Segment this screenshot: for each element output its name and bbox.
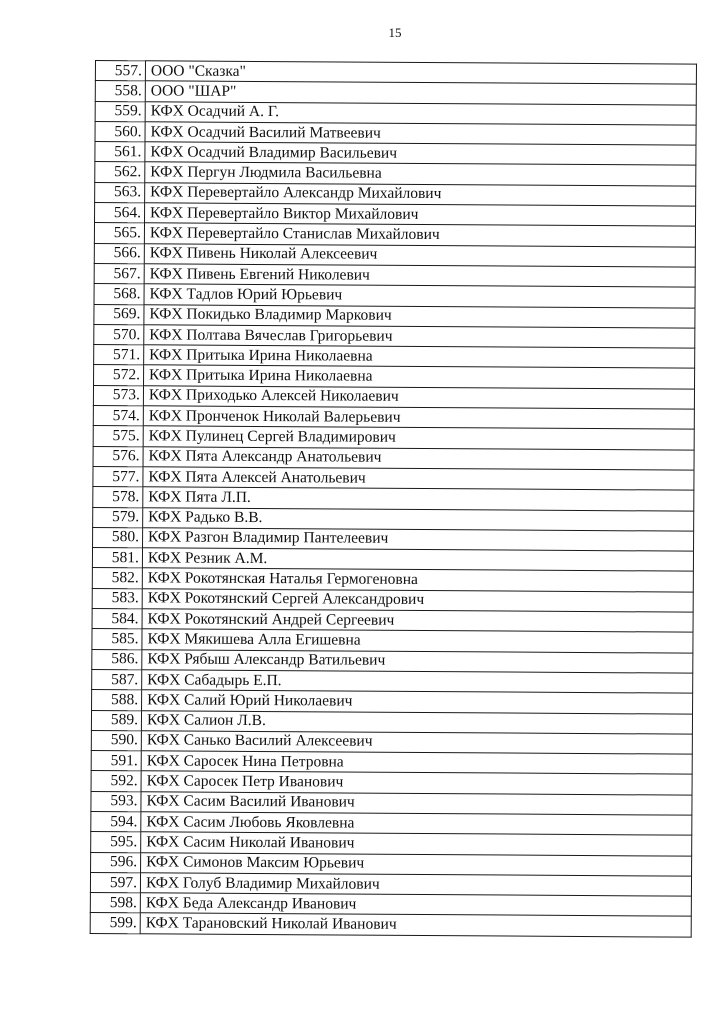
entity-name: КФХ Мякишева Алла Егишевна [142, 629, 693, 653]
row-number: 586. [92, 649, 142, 670]
entity-name: КФХ Разгон Владимир Пантелеевич [143, 528, 694, 552]
row-number: 583. [92, 588, 142, 609]
entity-name: КФХ Осадчий Владимир Васильевич [145, 142, 696, 166]
entity-name: КФХ Перевертайло Станислав Михайлович [144, 223, 695, 247]
entity-name: КФХ Пулинец Сергей Владимирович [143, 426, 694, 450]
row-number: 563. [95, 182, 145, 203]
entity-name: КФХ Сабадырь Е.П. [142, 670, 693, 694]
row-number: 592. [91, 771, 141, 792]
registry-table [90, 60, 697, 937]
row-number: 581. [92, 548, 142, 569]
entity-name: КФХ Перевертайло Виктор Михайлович [145, 203, 696, 227]
entity-name: КФХ Саросек Петр Иванович [141, 771, 692, 795]
row-number: 565. [94, 223, 144, 244]
row-number: 562. [95, 162, 145, 183]
row-number: 561. [95, 142, 145, 163]
entity-name: КФХ Рокотянский Сергей Александрович [142, 589, 693, 613]
entity-name: КФХ Сасим Николай Иванович [141, 832, 692, 856]
entity-name: КФХ Пергун Людмила Васильевна [145, 162, 696, 186]
row-number: 577. [93, 466, 143, 487]
entity-name: КФХ Голуб Владимир Михайлович [140, 873, 691, 897]
row-number: 574. [93, 406, 143, 427]
entity-name: КФХ Санько Василий Алексеевич [141, 731, 692, 755]
entity-name: КФХ Осадчий А. Г. [145, 101, 696, 125]
row-number: 568. [94, 284, 144, 305]
entity-name: КФХ Покидько Владимир Маркович [144, 304, 695, 328]
row-number: 569. [94, 304, 144, 325]
row-number: 588. [92, 690, 142, 711]
row-number: 598. [90, 893, 140, 914]
entity-name: КФХ Притыка Ирина Николаевна [144, 345, 695, 369]
row-number: 597. [90, 872, 140, 893]
entity-name: КФХ Салий Юрий Николаевич [142, 690, 693, 714]
row-number: 594. [91, 811, 141, 832]
entity-name: КФХ Полтава Вячеслав Григорьевич [144, 325, 695, 349]
entity-name: ООО "Сказка" [145, 61, 696, 85]
entity-name: КФХ Резник А.М. [142, 548, 693, 572]
registry-table-body [90, 61, 696, 937]
entity-name: КФХ Радько В.В. [143, 507, 694, 531]
row-number: 584. [92, 609, 142, 630]
entity-name: КФХ Перевертайло Александр Михайлович [145, 183, 696, 207]
entity-name: КФХ Рябыш Александр Ватильевич [142, 649, 693, 673]
row-number: 570. [94, 324, 144, 345]
entity-name: КФХ Саросек Нина Петровна [141, 751, 692, 775]
row-number: 558. [95, 81, 145, 102]
entity-name: КФХ Пята Александр Анатольевич [143, 446, 694, 470]
row-number: 580. [93, 527, 143, 548]
row-number: 564. [95, 203, 145, 224]
entity-name: КФХ Рокотянская Наталья Гермогеновна [142, 568, 693, 592]
row-number: 585. [92, 629, 142, 650]
entity-name: КФХ Пронченок Николай Валерьевич [143, 406, 694, 430]
row-number: 579. [93, 507, 143, 528]
row-number: 557. [95, 61, 145, 82]
row-number: 560. [95, 121, 145, 142]
row-number: 571. [94, 345, 144, 366]
entity-name: КФХ Беда Александр Иванович [140, 893, 691, 917]
entity-name: КФХ Тарановский Николай Иванович [140, 913, 691, 937]
row-number: 591. [91, 751, 141, 772]
row-number: 595. [91, 832, 141, 853]
entity-name: КФХ Пивень Николай Алексеевич [144, 243, 695, 267]
page-number: 15 [388, 25, 402, 40]
entity-name: КФХ Симонов Максим Юрьевич [141, 852, 692, 876]
entity-name: ООО "ШАР" [145, 81, 696, 105]
entity-name: КФХ Тадлов Юрий Юрьевич [144, 284, 695, 308]
entity-name: КФХ Пивень Евгений Николевич [144, 264, 695, 288]
entity-name: КФХ Рокотянский Андрей Сергеевич [142, 609, 693, 633]
row-number: 593. [91, 791, 141, 812]
row-number: 596. [91, 852, 141, 873]
entity-name: КФХ Сасим Василий Иванович [141, 791, 692, 815]
row-number: 559. [95, 101, 145, 122]
row-number: 599. [90, 913, 140, 934]
entity-name: КФХ Приходько Алексей Николаевич [143, 386, 694, 410]
entity-name: КФХ Притыка Ирина Николаевна [144, 365, 695, 389]
entity-name: КФХ Осадчий Василий Матвеевич [145, 122, 696, 146]
row-number: 575. [93, 426, 143, 447]
entity-name: КФХ Пята Л.П. [143, 487, 694, 511]
row-number: 590. [91, 730, 141, 751]
table-row [90, 913, 691, 937]
row-number: 572. [94, 365, 144, 386]
row-number: 589. [91, 710, 141, 731]
entity-name: КФХ Салион Л.В. [141, 710, 692, 734]
entity-name: КФХ Пята Алексей Анатольевич [143, 467, 694, 491]
row-number: 567. [94, 263, 144, 284]
entity-name: КФХ Сасим Любовь Яковлевна [141, 812, 692, 836]
row-number: 578. [93, 487, 143, 508]
row-number: 573. [93, 385, 143, 406]
row-number: 576. [93, 446, 143, 467]
row-number: 587. [92, 669, 142, 690]
row-number: 582. [92, 568, 142, 589]
row-number: 566. [94, 243, 144, 264]
